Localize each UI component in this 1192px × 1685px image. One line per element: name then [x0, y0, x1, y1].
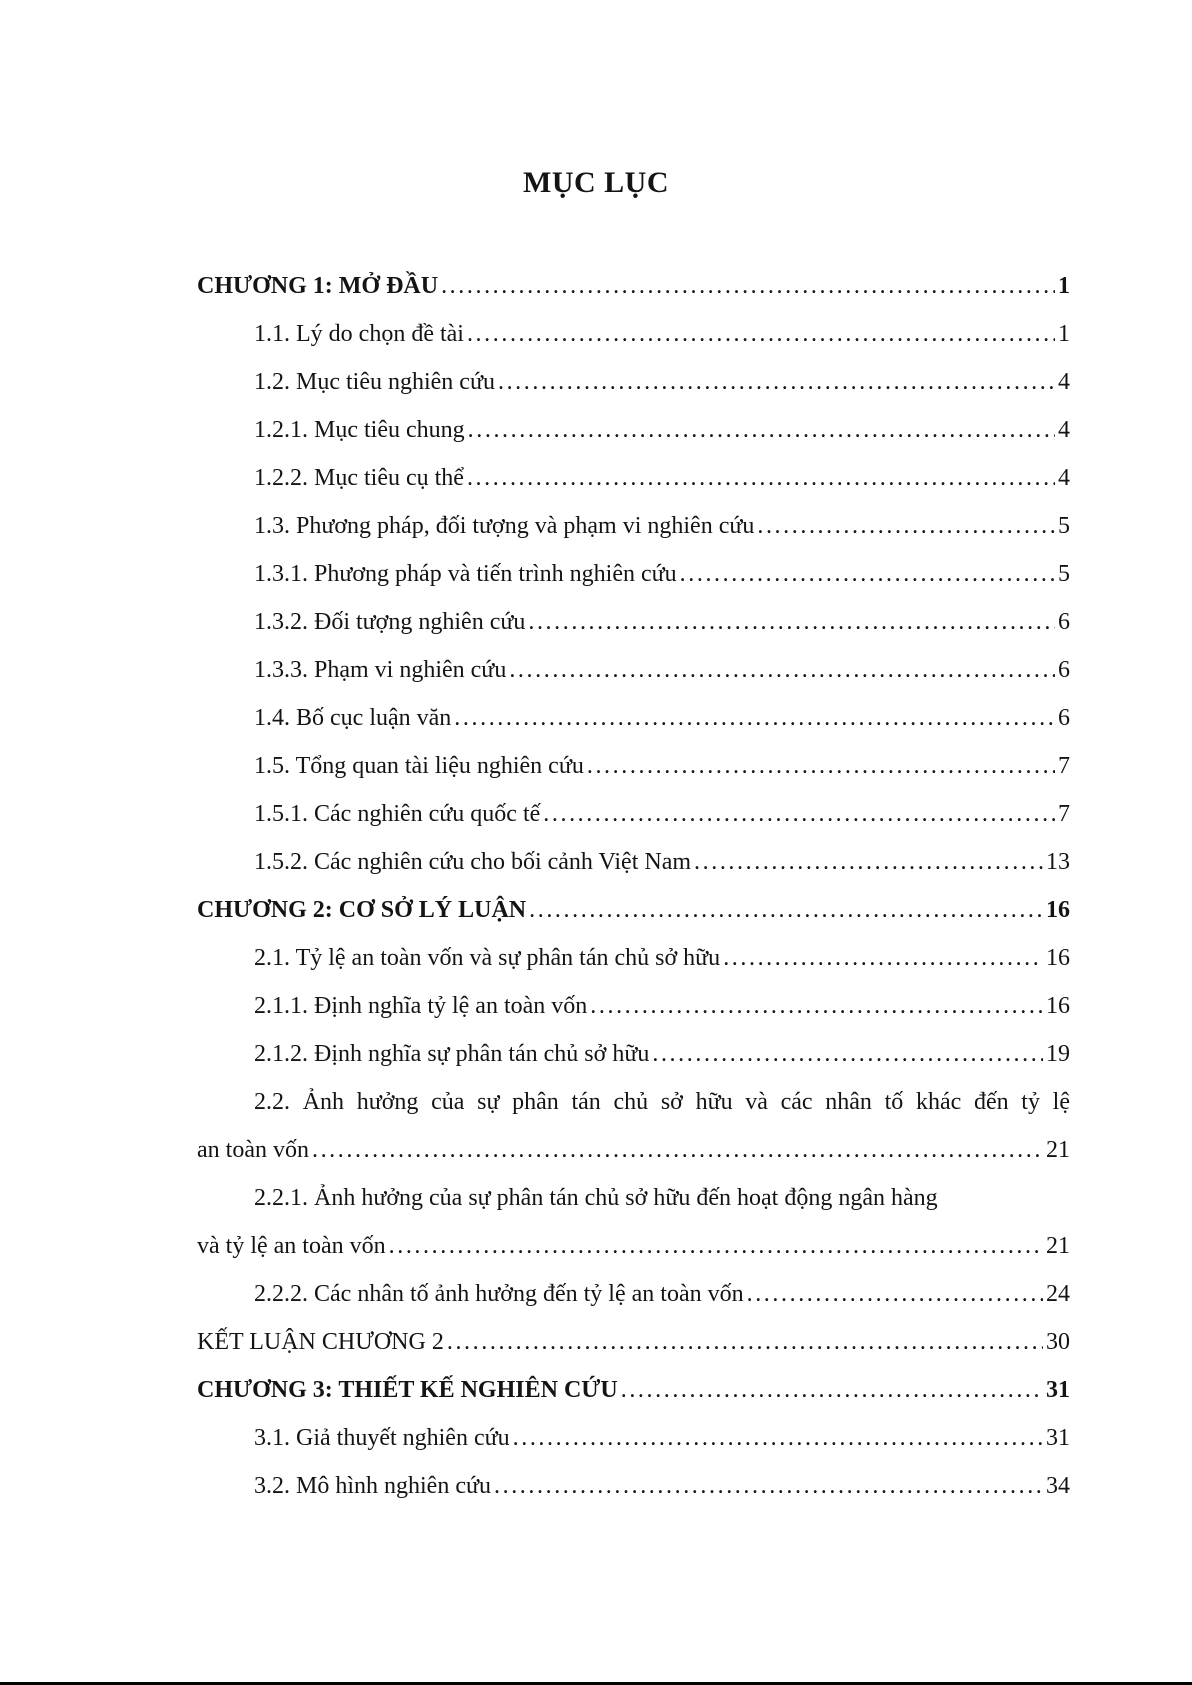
toc-entry-text: 1.5.1. Các nghiên cứu quốc tế — [254, 801, 541, 827]
toc-entry-text: 3.1. Giả thuyết nghiên cứu — [254, 1425, 510, 1451]
dot-leader — [621, 1366, 1043, 1414]
toc-page-number: 7 — [1058, 753, 1070, 779]
toc-page-number: 31 — [1046, 1425, 1070, 1451]
toc-page-number: 16 — [1046, 945, 1070, 971]
dot-leader — [312, 1126, 1043, 1174]
toc-chapter-1[interactable] — [197, 262, 1070, 310]
toc-page-number: 6 — [1058, 705, 1070, 731]
toc-entry-text: CHƯƠNG 2: CƠ SỞ LÝ LUẬN — [197, 897, 527, 923]
toc-chapter-2[interactable] — [197, 886, 1070, 934]
toc-entry-text: 1.3.1. Phương pháp và tiến trình nghiên cứu — [254, 561, 677, 587]
toc-entry-1-3-1[interactable] — [197, 550, 1070, 598]
toc-entry-1-1[interactable] — [197, 310, 1070, 358]
toc-page-number: 30 — [1046, 1329, 1070, 1355]
toc-page-number: 34 — [1046, 1473, 1070, 1499]
toc-entry-continuation — [197, 1126, 1070, 1174]
toc-page-number: 1 — [1058, 273, 1070, 299]
toc-entry-2-1[interactable] — [197, 934, 1070, 982]
toc-entry-2-2[interactable] — [197, 1078, 1070, 1174]
toc-entry-2-1-2[interactable] — [197, 1030, 1070, 1078]
toc-page-number: 24 — [1046, 1281, 1070, 1307]
toc-entry-text: CHƯƠNG 3: THIẾT KẾ NGHIÊN CỨU — [197, 1377, 618, 1403]
toc-page-number: 13 — [1046, 849, 1070, 875]
dot-leader — [529, 886, 1043, 934]
dot-leader — [509, 646, 1055, 694]
dot-leader — [587, 742, 1055, 790]
toc-entry-text: 1.3.2. Đối tượng nghiên cứu — [254, 609, 526, 635]
page-title: MỤC LỤC — [523, 166, 669, 199]
toc-entry-1-3[interactable] — [197, 502, 1070, 550]
toc-entry-2-2-1[interactable] — [197, 1174, 1070, 1270]
toc-entry-text: 1.2.2. Mục tiêu cụ thể — [254, 465, 464, 491]
toc-entry-3-2[interactable] — [197, 1462, 1070, 1510]
dot-leader — [590, 982, 1043, 1030]
toc-entry-text: 3.2. Mô hình nghiên cứu — [254, 1473, 491, 1499]
dot-leader — [723, 934, 1043, 982]
toc-entry-text: 2.1. Tỷ lệ an toàn vốn và sự phân tán chủ sở hữu — [254, 945, 721, 971]
toc-entry-1-5-2[interactable] — [197, 838, 1070, 886]
toc-entry-text: KẾT LUẬN CHƯƠNG 2 — [197, 1329, 444, 1355]
toc-page-number: 19 — [1046, 1041, 1070, 1067]
toc-entry-text: 2.1.1. Định nghĩa tỷ lệ an toàn vốn — [254, 993, 588, 1019]
toc-entry-text-line1: 2.2. Ảnh hưởng của sự phân tán chủ sở hữu và các nhân tố khác đến tỷ lệ — [254, 1089, 1070, 1115]
dot-leader — [694, 838, 1043, 886]
toc-page-number: 5 — [1058, 513, 1070, 539]
dot-leader — [747, 1270, 1043, 1318]
toc-entry-text: 1.5. Tổng quan tài liệu nghiên cứu — [254, 753, 584, 779]
toc-page-number: 16 — [1046, 897, 1070, 923]
dot-leader — [467, 310, 1055, 358]
dot-leader — [757, 502, 1055, 550]
toc-entry-text: 1.4. Bố cục luận văn — [254, 705, 452, 731]
toc-page-number: 21 — [1046, 1137, 1070, 1163]
toc-entry-1-5[interactable] — [197, 742, 1070, 790]
toc-chapter-3[interactable] — [197, 1366, 1070, 1414]
dot-leader — [447, 1318, 1043, 1366]
dot-leader — [513, 1414, 1043, 1462]
toc-entry-1-4[interactable] — [197, 694, 1070, 742]
toc-entry-text: 2.2.2. Các nhân tố ảnh hưởng đến tỷ lệ an toàn vốn — [254, 1281, 744, 1307]
toc-entry-text: 1.5.2. Các nghiên cứu cho bối cảnh Việt Nam — [254, 849, 692, 875]
dot-leader — [494, 1462, 1043, 1510]
toc-page-number: 4 — [1058, 417, 1070, 443]
toc-entry-2-2-2[interactable] — [197, 1270, 1070, 1318]
toc-entry-1-2-1[interactable] — [197, 406, 1070, 454]
toc-entry-text: 1.2.1. Mục tiêu chung — [254, 417, 465, 443]
toc-entry-1-2[interactable] — [197, 358, 1070, 406]
toc-entry-text: 1.3.3. Phạm vi nghiên cứu — [254, 657, 507, 683]
toc-entry-1-2-2[interactable] — [197, 454, 1070, 502]
toc-page-number: 4 — [1058, 465, 1070, 491]
toc-page-number: 6 — [1058, 657, 1070, 683]
toc-page-number: 6 — [1058, 609, 1070, 635]
toc-entry-continuation — [197, 1222, 1070, 1270]
toc-page-number: 31 — [1046, 1377, 1070, 1403]
toc-page-number: 16 — [1046, 993, 1070, 1019]
dot-leader — [680, 550, 1055, 598]
toc-entry-text-line1: 2.2.1. Ảnh hưởng của sự phân tán chủ sở hữu đến hoạt động ngân hàng — [254, 1185, 938, 1211]
toc-page-number: 21 — [1046, 1233, 1070, 1259]
dot-leader — [543, 790, 1055, 838]
toc-entry-1-5-1[interactable] — [197, 790, 1070, 838]
toc-entry-text: CHƯƠNG 1: MỞ ĐẦU — [197, 273, 439, 299]
dot-leader — [652, 1030, 1043, 1078]
toc-entry-text-line2: và tỷ lệ an toàn vốn — [197, 1233, 386, 1259]
dot-leader — [528, 598, 1055, 646]
toc-entry-1-3-2[interactable] — [197, 598, 1070, 646]
toc-page-number: 5 — [1058, 561, 1070, 587]
dot-leader — [468, 406, 1055, 454]
table-of-contents — [197, 262, 1070, 1510]
dot-leader — [498, 358, 1055, 406]
toc-entry-text: 2.1.2. Định nghĩa sự phân tán chủ sở hữu — [254, 1041, 650, 1067]
toc-entry-2-1-1[interactable] — [197, 982, 1070, 1030]
dot-leader — [441, 262, 1055, 310]
toc-conclusion-chapter-2[interactable] — [197, 1318, 1070, 1366]
toc-entry-1-3-3[interactable] — [197, 646, 1070, 694]
dot-leader — [389, 1222, 1043, 1270]
toc-entry-3-1[interactable] — [197, 1414, 1070, 1462]
toc-page-number: 4 — [1058, 369, 1070, 395]
toc-page-number: 7 — [1058, 801, 1070, 827]
toc-page-number: 1 — [1058, 321, 1070, 347]
toc-entry-text-line2: an toàn vốn — [197, 1137, 309, 1163]
toc-entry-text: 1.3. Phương pháp, đối tượng và phạm vi nghiên cứu — [254, 513, 755, 539]
dot-leader — [467, 454, 1055, 502]
toc-entry-text: 1.1. Lý do chọn đề tài — [254, 321, 464, 347]
toc-entry-text: 1.2. Mục tiêu nghiên cứu — [254, 369, 495, 395]
dot-leader — [454, 694, 1055, 742]
